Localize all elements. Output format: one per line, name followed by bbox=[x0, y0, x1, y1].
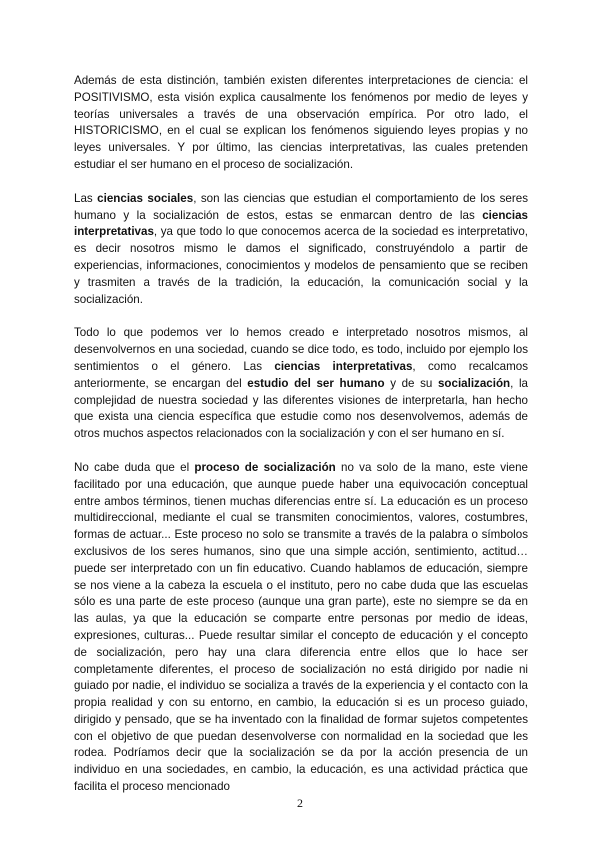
text-run: Las bbox=[74, 191, 98, 205]
body-text bbox=[74, 73, 528, 813]
paragraph-socialization-process bbox=[74, 460, 528, 796]
text-run: , como recalcamos anteriormente, se encargan del bbox=[74, 359, 528, 390]
paragraph-social-sciences bbox=[74, 191, 528, 309]
paragraph-interpretations bbox=[74, 73, 528, 174]
bold-term: proceso de socialización bbox=[194, 460, 336, 474]
text-run: Además de esta distinción, también existen diferentes interpretaciones de ciencia: el POSITIVISMO, esta visión explica causalmente los fenómenos por medio de leyes y teorías universales a través de una observación empírica. Por otro lado, el HISTORICISMO, en el cual se explican los fenómenos siguiendo leyes propias y no leyes universales. Y por último, las ciencias interpretativas, las cuales pretenden estudiar el ser humano en el proceso de socialización. bbox=[74, 74, 528, 171]
bold-term: estudio del ser humano bbox=[247, 376, 385, 390]
text-run: No cabe duda que el bbox=[74, 460, 195, 474]
bold-term: socialización bbox=[437, 376, 511, 390]
page-number: 2 bbox=[297, 796, 303, 810]
text-run: , ya que todo lo que conocemos acerca de la sociedad es interpretativo, es decir nosotros mismo le damos el significado, construyéndolo a partir de experiencias, informaciones, conocimientos y modelos de pensamiento que se reciben y trasmiten a través de la tradición, la educación, la comunicación social y la socialización. bbox=[74, 225, 528, 306]
bold-term: ciencias interpretativas bbox=[74, 208, 528, 239]
bold-term: ciencias sociales bbox=[97, 191, 194, 205]
text-run: , son las ciencias que estudian el comportamiento de los seres humano y la socialización de estos, estas se enmarcan dentro de las bbox=[74, 191, 528, 222]
text-run: y de su bbox=[384, 376, 438, 390]
paragraph-interpretive-sciences bbox=[74, 325, 528, 443]
text-run: Todo lo que podemos ver lo hemos creado e interpretado nosotros mismos, al desenvolvernos en una sociedad, cuando se dice todo, es todo, incluido por ejemplo los sentimientos o el género. Las bbox=[74, 326, 528, 373]
text-run: , la complejidad de nuestra sociedad y las diferentes visiones de interpretarla, han hecho que exista una ciencia específica que estudie como nos desenvolvemos, además de otros muchos aspectos relacionados con la socialización y con el ser humano en sí. bbox=[74, 376, 528, 441]
bold-term: ciencias interpretativas bbox=[274, 359, 413, 373]
text-run: no va solo de la mano, este viene facilitado por una educación, que aunque puede haber una equivocación conceptual entre ambos términos, tienen muchas diferencias entre sí. La educación es un proceso multidireccional, mediante el cual se transmiten conocimientos, valores, costumbres, formas de actuar... Este proceso no solo se transmite a través de la palabra o símbolos exclusivos de los seres humanos, sino que una simple acción, sentimiento, actitud… puede ser interpretado con un fin educativo. Cuando hablamos de educación, siempre se nos viene a la cabeza la escuela o el instituto, pero no cabe duda que las escuelas sólo es una parte de este proceso (aunque una gran parte), este no siempre se da en las aulas, ya que la educación se comparte entre personas por medio de ideas, expresiones, culturas... Puede resultar similar el concepto de educación y el concepto de socialización, pero hay una clara diferencia entre ellos que lo hace ser completamente diferentes, el proceso de socialización no está dirigido por nadie ni guiado por nadie, el individuo se socializa a través de la experiencia y el contacto con la propia realidad y con su entorno, en cambio, la educación si es un proceso guiado, dirigido y pensado, que se ha inventado con la finalidad de formar sujetos competentes con el objetivo de que puedan desenvolverse con normalidad en la sociedad que les rodea. Podríamos decir que la socialización se da por la acción presencia de un individuo en una sociedades, en cambio, la educación, es una actividad práctica que facilita el proceso mencionado bbox=[74, 460, 528, 794]
